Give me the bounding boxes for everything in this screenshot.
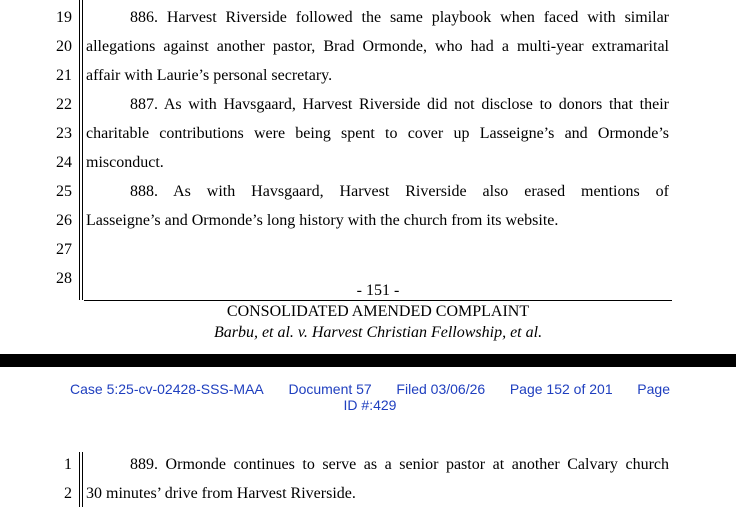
body-text-line: charitable contributions were being spent to cover up Lasseigne’s and Ormonde’s [86, 125, 669, 142]
line-number: 21 [56, 67, 72, 84]
line-number: 27 [56, 241, 72, 258]
line-number: 25 [56, 183, 72, 200]
body-text-line: misconduct. [86, 154, 164, 171]
margin-rule-left [79, 0, 80, 300]
page-separator [0, 354, 736, 367]
margin-rule-right [82, 0, 83, 300]
footer-title: CONSOLIDATED AMENDED COMPLAINT [226, 303, 530, 320]
line-number: 19 [56, 9, 72, 26]
body-text-line: 886. Harvest Riverside followed the same playbook when faced with similar [130, 9, 669, 26]
case-header [70, 381, 670, 413]
page-label: Page [637, 381, 670, 397]
line-number: 22 [56, 96, 72, 113]
page-id: ID #:429 [343, 397, 397, 413]
page-of: Page 152 of 201 [509, 381, 613, 397]
body-text-line: 889. Ormonde continues to serve as a senior pastor at another Calvary church [130, 456, 669, 473]
margin-rule-left-bottom [79, 452, 80, 507]
body-text-line: 887. As with Havsgaard, Harvest Riverside did not disclose to donors that their [130, 96, 669, 113]
line-number: 26 [56, 212, 72, 229]
document-number: Document 57 [288, 381, 372, 397]
body-text-line: allegations against another pastor, Brad Ormonde, who had a multi-year extramarital [86, 38, 669, 55]
body-text-line: 888. As with Havsgaard, Harvest Riverside also erased mentions of [130, 183, 669, 200]
margin-rule-right-bottom [82, 452, 83, 507]
line-number: 2 [64, 485, 72, 502]
footer-page-number: - 151 - [356, 282, 400, 299]
line-number: 23 [56, 125, 72, 142]
line-number: 28 [56, 270, 72, 287]
body-text-line: Lasseigne’s and Ormonde’s long history with the church from its website. [86, 212, 559, 229]
line-number: 24 [56, 154, 72, 171]
line-number: 1 [64, 456, 72, 473]
footer-caption: Barbu, et al. v. Harvest Christian Fellowship, et al. [213, 324, 543, 341]
body-text-line: 30 minutes’ drive from Harvest Riverside. [86, 485, 356, 502]
line-number: 20 [56, 38, 72, 55]
case-number: Case 5:25-cv-02428-SSS-MAA [70, 381, 264, 397]
body-text-line: affair with Laurie’s personal secretary. [86, 67, 333, 84]
filed-date: Filed 03/06/26 [396, 381, 486, 397]
